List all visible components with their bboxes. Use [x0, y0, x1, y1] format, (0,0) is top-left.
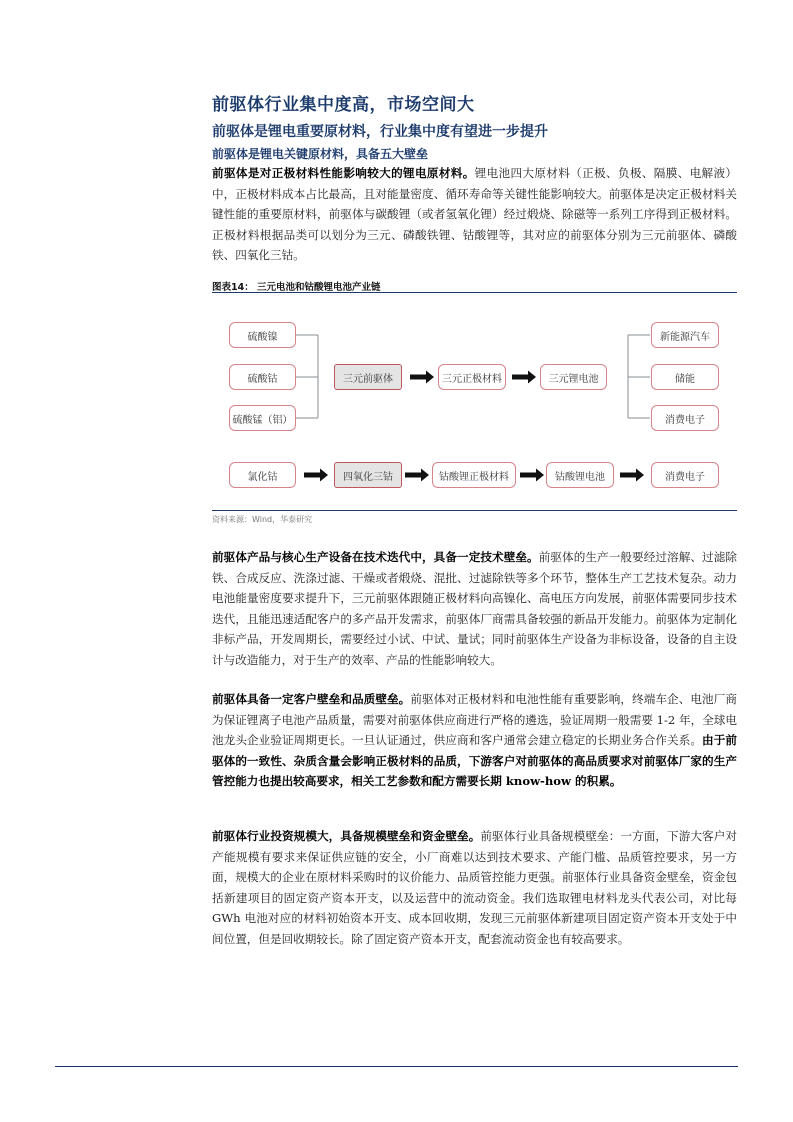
input-manganese-sulfate: 硫酸锰（铝） — [229, 405, 296, 431]
intro-lead: 前驱体是对正极材料性能影响较大的锂电原材料。 — [212, 166, 475, 180]
tech-barrier-paragraph — [212, 547, 737, 671]
output-consumer-electronics: 消费电子 — [651, 405, 719, 431]
lco-consumer-electronics: 消费电子 — [651, 462, 719, 488]
lco-cathode-box: 钴酸锂正极材料 — [432, 462, 516, 488]
arrow-oxide-to-cathode — [405, 469, 429, 482]
customer-barrier-text: 前驱体对正极材料和电池性能有重要影响，终端车企、电池厂商为保证锂离子电池产品质量，需要对前驱体供应商进行严格的遴选，验证周期一般需要 1-2 年，全球电池龙头企业验证周期更长。一旦认证通过，供应商和客户通常会建立稳定的长期业务合作关系。 — [212, 692, 737, 748]
cobalt-chloride-box: 氯化钴 — [229, 462, 296, 488]
customer-barrier-emphasis: 由于前驱体的一致性、杂质含量会影响正极材料的品质，下游客户对前驱体的高品质要求对前驱体厂家的生产管控能力也提出较高要求，相关工艺参数和配方需要长期 know-how 的积累。 — [212, 733, 737, 789]
arrow-precursor-to-cathode — [410, 371, 434, 384]
input-nickel-sulfate: 硫酸镍 — [229, 322, 296, 348]
scale-barrier-lead: 前驱体行业投资规模大，具备规模壁垒和资金壁垒。 — [212, 829, 481, 843]
customer-barrier-paragraph — [212, 689, 737, 792]
footer-rule — [55, 1066, 738, 1067]
ternary-cathode-box: 三元正极材料 — [438, 364, 506, 390]
cobalt-oxide-box: 四氧化三钴 — [334, 462, 402, 488]
arrow-cathode-to-battery — [512, 371, 536, 384]
scale-barrier-text: 前驱体行业具备规模壁垒：一方面，下游大客户对产能规模有要求来保证供应链的安全，小厂商难以达到技术要求、产能门槛、品质管控要求，另一方面，规模大的企业在原材料采购时的议价能力、品质管控能力更强。前驱体行业具备资金壁垒，资金包括新建项目的固定资产资本开支，以及运营中的流动资金。我们选取锂电材料龙头代表公司，对比每 GWh 电池对应的材料初始资本开支、成本回收期，发现三元前驱体新建项目固定资产资本开支处于中间位置，但是回收期较长。除了固定资产资本开支，配套流动资金也有较高要求。 — [212, 829, 737, 946]
ternary-precursor-box: 三元前驱体 — [334, 364, 402, 390]
tech-barrier-text: 前驱体的生产一般要经过溶解、过滤除铁、合成反应、洗涤过滤、干燥或者煅烧、混批、过滤除铁等多个环节，整体生产工艺技术复杂。动力电池能量密度要求提升下，三元前驱体跟随正极材料向高镍化、高电压方向发展，前驱体需要同步技术迭代，且能迅速适配客户的多产品开发需求，前驱体厂商需具备较强的新品开发能力。前驱体为定制化非标产品，开发周期长，需要经过小试、中试、量试；同时前驱体生产设备为非标设备，设备的自主设计与改造能力，对于生产的效率、产品的性能影响较大。 — [212, 550, 737, 667]
figure-bottom-rule — [212, 510, 737, 511]
arrow-battery-to-consumer — [620, 469, 644, 482]
customer-barrier-lead: 前驱体具备一定客户壁垒和品质壁垒。 — [212, 692, 411, 706]
tech-barrier-lead: 前驱体产品与核心生产设备在技术迭代中，具备一定技术壁垒。 — [212, 550, 539, 564]
figure-top-rule — [212, 292, 737, 293]
lco-battery-box: 钴酸锂电池 — [546, 462, 614, 488]
left-bracket — [296, 335, 318, 418]
intro-text: 锂电池四大原材料（正极、负极、隔膜、电解液）中，正极材料成本占比最高，且对能量密度、循环寿命等关键性能影响较大。前驱体是决定正极材料关键性能的重要原材料，前驱体与碳酸锂（或者氢氧化锂）经过煅烧、除磁等一系列工序得到正极材料。正极材料根据品类可以划分为三元、磷酸铁锂、钴酸锂等，其对应的前驱体分别为三元前驱体、磷酸铁、四氧化三钴。 — [212, 166, 737, 263]
right-bracket — [628, 335, 650, 418]
arrow-chloride-to-oxide — [304, 469, 328, 482]
output-storage: 储能 — [651, 364, 719, 390]
arrow-cathode-to-battery-2 — [520, 469, 544, 482]
input-cobalt-sulfate: 硫酸钴 — [229, 364, 296, 390]
section-title: 前驱体行业集中度高，市场空间大 — [212, 95, 475, 115]
figure-source: 资料来源：Wind，华泰研究 — [212, 515, 313, 524]
output-nev: 新能源汽车 — [651, 322, 719, 348]
figure-title: 图表14： 三元电池和钴酸锂电池产业链 — [212, 282, 381, 293]
ternary-battery-box: 三元锂电池 — [540, 364, 607, 390]
sub-subsection-title: 前驱体是锂电关键原材料，具备五大壁垒 — [212, 147, 429, 161]
intro-paragraph — [212, 163, 737, 266]
scale-barrier-paragraph — [212, 826, 737, 950]
subsection-title: 前驱体是锂电重要原材料，行业集中度有望进一步提升 — [212, 124, 548, 140]
